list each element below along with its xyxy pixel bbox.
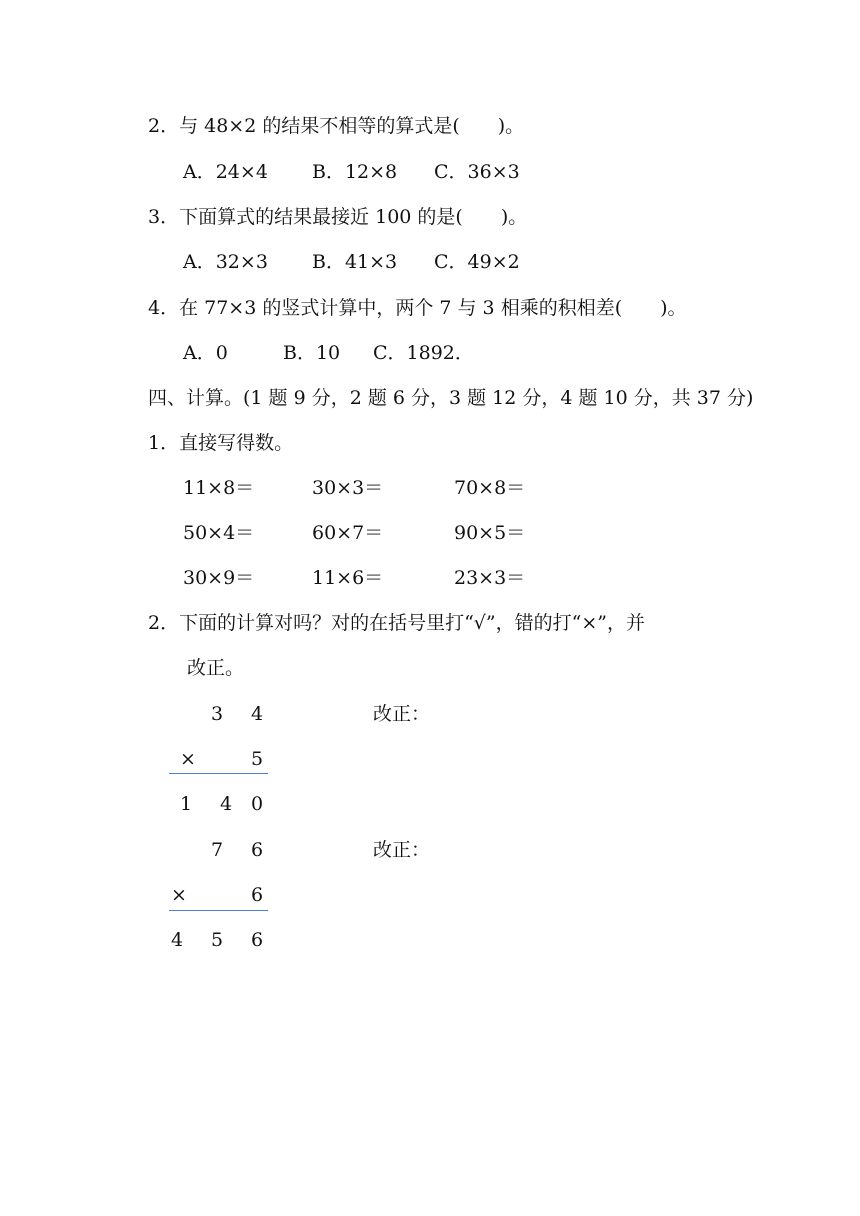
mental-math-item: 30×9＝ xyxy=(183,567,255,589)
question-3-option-b: B．41×3 xyxy=(312,251,398,273)
multiplicand-digit: 7 xyxy=(211,839,224,861)
question-2-option-a: A．24×4 xyxy=(183,161,268,183)
section-4-heading: 四、计算。(1 题 9 分，2 题 6 分，3 题 12 分，4 题 10 分，共 37 分) xyxy=(148,387,754,409)
mental-math-item: 23×3＝ xyxy=(454,567,526,589)
product-digit: 6 xyxy=(251,929,264,951)
question-4-option-a: A．0 xyxy=(183,342,228,364)
correction-label: 改正： xyxy=(373,703,431,725)
product-digit: 1 xyxy=(180,793,193,815)
question-2-stem: 2．与 48×2 的结果不相等的算式是( )。 xyxy=(148,115,525,137)
multiplicand-digit: 4 xyxy=(251,703,264,725)
calc-2-title-continued: 改正。 xyxy=(187,657,245,679)
question-2-option-b: B．12×8 xyxy=(312,161,398,183)
correction-label: 改正： xyxy=(373,839,431,861)
question-4-option-c: C．1892． xyxy=(373,342,474,364)
multiplier-digit: 5 xyxy=(251,748,264,770)
multiplicand-digit: 6 xyxy=(251,839,264,861)
multiply-sign: × xyxy=(180,748,196,770)
mental-math-item: 50×4＝ xyxy=(183,522,255,544)
question-4-stem: 4．在 77×3 的竖式计算中，两个 7 与 3 相乘的积相差( )。 xyxy=(148,297,687,319)
multiplier-digit: 6 xyxy=(251,884,264,906)
mental-math-item: 11×8＝ xyxy=(183,477,255,499)
calculation-rule xyxy=(169,910,268,911)
question-3-stem: 3．下面算式的结果最接近 100 的是( )。 xyxy=(148,206,528,228)
mental-math-item: 11×6＝ xyxy=(312,567,384,589)
product-digit: 4 xyxy=(220,793,233,815)
multiply-sign: × xyxy=(171,884,187,906)
multiplicand-digit: 3 xyxy=(211,703,224,725)
calculation-rule xyxy=(169,773,268,774)
question-4-option-b: B．10 xyxy=(283,342,341,364)
calc-2-title: 2．下面的计算对吗？对的在括号里打“√”，错的打“×”，并 xyxy=(148,612,645,634)
question-3-option-c: C．49×2 xyxy=(434,251,520,273)
mental-math-item: 60×7＝ xyxy=(312,522,384,544)
mental-math-item: 30×3＝ xyxy=(312,477,384,499)
product-digit: 0 xyxy=(251,793,264,815)
question-2-option-c: C．36×3 xyxy=(434,161,520,183)
mental-math-item: 70×8＝ xyxy=(454,477,526,499)
calc-1-title: 1．直接写得数。 xyxy=(148,432,294,454)
product-digit: 4 xyxy=(171,929,184,951)
question-3-option-a: A．32×3 xyxy=(183,251,268,273)
product-digit: 5 xyxy=(211,929,224,951)
mental-math-item: 90×5＝ xyxy=(454,522,526,544)
